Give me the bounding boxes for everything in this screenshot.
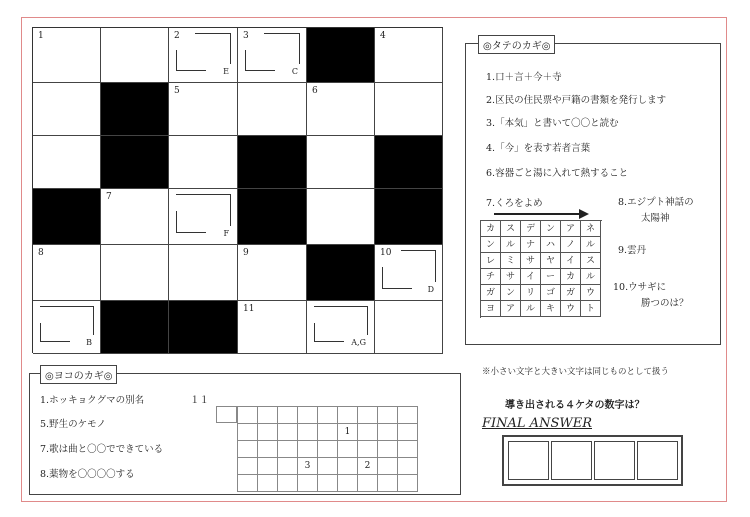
kana-cell: カ: [561, 269, 581, 285]
cell-number: 6: [312, 86, 318, 96]
final-answer-label: FINAL ANSWER: [482, 416, 592, 431]
grid-cell[interactable]: [169, 83, 238, 136]
kana-cell: ア: [561, 221, 581, 237]
kana-cell: ネ: [581, 221, 601, 237]
answer-cell[interactable]: [398, 458, 418, 475]
answer-cell[interactable]: [338, 407, 358, 424]
yoko-clue: 5.野生のケモノ: [40, 419, 106, 430]
note-text: ※小さい文字と大きい文字は同じものとして扱う: [482, 367, 670, 377]
tate-clue: 8.エジプト神話の: [618, 197, 694, 208]
grid-cell[interactable]: [238, 301, 307, 354]
answer-cell[interactable]: [318, 424, 338, 441]
corner-bracket: [382, 267, 412, 289]
grid-cell[interactable]: [33, 245, 101, 301]
tate-clue: 太陽神: [641, 213, 670, 224]
kana-cell: ウ: [561, 301, 581, 317]
tate-clue: 10.ウサギに: [613, 282, 667, 293]
answer-cell[interactable]: [358, 441, 378, 458]
kana-cell: ゴ: [541, 285, 561, 301]
corner-bracket: [176, 211, 206, 233]
kana-cell: キ: [541, 301, 561, 317]
arrow-icon: [494, 209, 589, 219]
grid-cell[interactable]: [33, 136, 101, 189]
cell-number: 3: [243, 31, 249, 41]
tate-clue: 9.雲丹: [618, 245, 647, 256]
answer-cell[interactable]: [238, 441, 258, 458]
grid-cell[interactable]: [375, 301, 443, 354]
cell-letter: F: [223, 229, 229, 238]
answer-cell[interactable]: [298, 475, 318, 492]
answer-cell[interactable]: [378, 407, 398, 424]
kana-cell: ヨ: [481, 301, 501, 317]
kana-cell: チ: [481, 269, 501, 285]
answer-cell[interactable]: [318, 475, 338, 492]
kana-cell: ル: [521, 301, 541, 317]
grid-cell[interactable]: [101, 28, 169, 83]
tate-clue: 2.区民の住民票や戸籍の書類を発行します: [486, 95, 667, 106]
kana-cell: デ: [521, 221, 541, 237]
tate-clue: 7.くろをよめ: [486, 198, 543, 209]
cell-number: 7: [106, 192, 112, 202]
answer-cell[interactable]: [298, 424, 318, 441]
answer-cell[interactable]: [238, 458, 258, 475]
final-digit-box[interactable]: [594, 441, 635, 480]
answer-cell[interactable]: [258, 458, 278, 475]
answer-cell[interactable]: [258, 407, 278, 424]
kana-cell: ガ: [481, 285, 501, 301]
kana-cell: ル: [501, 237, 521, 253]
answer-cell[interactable]: [258, 475, 278, 492]
cell-letter: C: [291, 67, 298, 76]
final-digit-box[interactable]: [508, 441, 549, 480]
kana-cell: ノ: [561, 237, 581, 253]
cell-letter: A,G: [351, 338, 366, 347]
answer-cell[interactable]: [398, 475, 418, 492]
grid-cell[interactable]: [169, 189, 238, 245]
answer-cell[interactable]: [378, 424, 398, 441]
grid-cell[interactable]: [238, 83, 307, 136]
tate-clue: 1.口＋言＋今＋寺: [486, 72, 562, 83]
kana-cell: ト: [581, 301, 601, 317]
grid-cell[interactable]: [307, 189, 375, 245]
grid-cell[interactable]: [33, 28, 101, 83]
corner-bracket: [176, 50, 206, 71]
cell-number: 1: [38, 31, 44, 41]
answer-cell[interactable]: [278, 407, 298, 424]
tate-title: ◎タテのカギ◎: [478, 35, 555, 54]
kana-cell: ヤ: [541, 253, 561, 269]
grid-cell[interactable]: [169, 245, 238, 301]
final-digit-box[interactable]: [551, 441, 592, 480]
final-digit-box[interactable]: [637, 441, 678, 480]
kana-cell: ミ: [501, 253, 521, 269]
yoko-clue-number: １１: [190, 395, 210, 406]
answer-cell[interactable]: [278, 475, 298, 492]
answer-cell[interactable]: [258, 441, 278, 458]
kana-cell: イ: [561, 253, 581, 269]
answer-cell[interactable]: [318, 441, 338, 458]
grid-cell[interactable]: [375, 245, 443, 301]
final-answer-box: [502, 435, 683, 486]
grid-cell[interactable]: [238, 28, 307, 83]
answer-cell[interactable]: [238, 424, 258, 441]
cell-number: 4: [380, 31, 386, 41]
grid-cell[interactable]: [169, 28, 238, 83]
yoko-clue: 7.歌は曲と〇〇でできている: [40, 444, 164, 455]
grid-cell[interactable]: [101, 245, 169, 301]
grid-cell[interactable]: [33, 83, 101, 136]
kana-cell: リ: [521, 285, 541, 301]
cell-number: 2: [174, 31, 180, 41]
grid-cell[interactable]: [169, 136, 238, 189]
kana-cell: ス: [581, 253, 601, 269]
cell-number: 5: [174, 86, 180, 96]
answer-cell[interactable]: 3: [298, 458, 318, 475]
yoko-clue: 8.薬物を〇〇〇〇する: [40, 469, 135, 480]
kana-cell: ン: [541, 221, 561, 237]
answer-grid: [237, 406, 418, 492]
corner-bracket: [245, 50, 275, 71]
grid-cell[interactable]: [33, 301, 101, 354]
kana-cell: カ: [481, 221, 501, 237]
cell-number: 10: [380, 248, 392, 258]
kana-cell: ガ: [561, 285, 581, 301]
grid-cell[interactable]: [307, 83, 375, 136]
answer-cell[interactable]: [258, 424, 278, 441]
kana-grid: [480, 220, 602, 318]
yoko-clue: 1.ホッキョクグマの別名: [40, 395, 145, 406]
kana-cell: ル: [581, 269, 601, 285]
kana-cell: イ: [521, 269, 541, 285]
answer-cell[interactable]: [398, 407, 418, 424]
grid-cell[interactable]: [238, 245, 307, 301]
yoko-title: ◎ヨコのカギ◎: [40, 365, 117, 384]
kana-cell: ハ: [541, 237, 561, 253]
black-cell: [101, 83, 169, 136]
black-cell: [307, 28, 375, 83]
answer-cell[interactable]: [278, 424, 298, 441]
corner-bracket: [314, 323, 344, 342]
kana-cell: サ: [501, 269, 521, 285]
tate-clue: 勝つのは？: [641, 298, 689, 309]
answer-cell[interactable]: [338, 441, 358, 458]
kana-cell: ン: [501, 285, 521, 301]
answer-cell[interactable]: [338, 475, 358, 492]
answer-cell[interactable]: [298, 407, 318, 424]
answer-cell[interactable]: [398, 424, 418, 441]
tate-clue: 3.「本気」と書いて〇〇と読む: [486, 118, 619, 129]
kana-cell: ア: [501, 301, 521, 317]
answer-cell[interactable]: [318, 458, 338, 475]
answer-cell[interactable]: [278, 458, 298, 475]
kana-cell: ス: [501, 221, 521, 237]
answer-cell[interactable]: [398, 441, 418, 458]
black-cell: [238, 136, 307, 189]
kana-cell: ル: [581, 237, 601, 253]
kana-cell: レ: [481, 253, 501, 269]
answer-cell[interactable]: [358, 475, 378, 492]
grid-cell[interactable]: [101, 189, 169, 245]
answer-cell[interactable]: [318, 407, 338, 424]
answer-extra-cell: [216, 406, 237, 423]
black-cell: [375, 189, 443, 245]
corner-bracket: [40, 323, 70, 342]
cell-letter: B: [86, 338, 92, 347]
answer-cell[interactable]: [378, 441, 398, 458]
cell-number: 9: [243, 248, 249, 258]
answer-cell[interactable]: 1: [338, 424, 358, 441]
grid-cell[interactable]: [307, 136, 375, 189]
answer-cell[interactable]: [278, 441, 298, 458]
grid-cell[interactable]: [307, 301, 375, 354]
kana-cell: サ: [521, 253, 541, 269]
answer-cell[interactable]: [358, 407, 378, 424]
answer-cell[interactable]: 2: [358, 458, 378, 475]
answer-cell[interactable]: [358, 424, 378, 441]
crossword-grid: [32, 27, 443, 353]
kana-cell: ー: [541, 269, 561, 285]
kana-cell: ン: [481, 237, 501, 253]
kana-cell: ウ: [581, 285, 601, 301]
kana-cell: ナ: [521, 237, 541, 253]
black-cell: [101, 136, 169, 189]
cell-letter: D: [427, 285, 434, 294]
grid-cell[interactable]: [375, 28, 443, 83]
black-cell: [238, 189, 307, 245]
black-cell: [33, 189, 101, 245]
cell-letter: E: [223, 67, 229, 76]
tate-clue-panel: [465, 43, 721, 345]
cell-number: 8: [38, 248, 44, 258]
black-cell: [169, 301, 238, 354]
answer-cell[interactable]: [298, 441, 318, 458]
black-cell: [375, 136, 443, 189]
answer-cell[interactable]: [338, 458, 358, 475]
answer-cell[interactable]: [378, 475, 398, 492]
black-cell: [307, 245, 375, 301]
answer-cell[interactable]: [238, 407, 258, 424]
question-text: 導き出される４ケタの数字は？: [505, 400, 645, 411]
grid-cell[interactable]: [375, 83, 443, 136]
tate-clue: 4.「今」を表す若者言葉: [486, 143, 591, 154]
answer-cell[interactable]: [238, 475, 258, 492]
cell-number: 11: [243, 304, 255, 314]
black-cell: [101, 301, 169, 354]
answer-cell[interactable]: [378, 458, 398, 475]
tate-clue: 6.容器ごと湯に入れて熱すること: [486, 168, 629, 179]
